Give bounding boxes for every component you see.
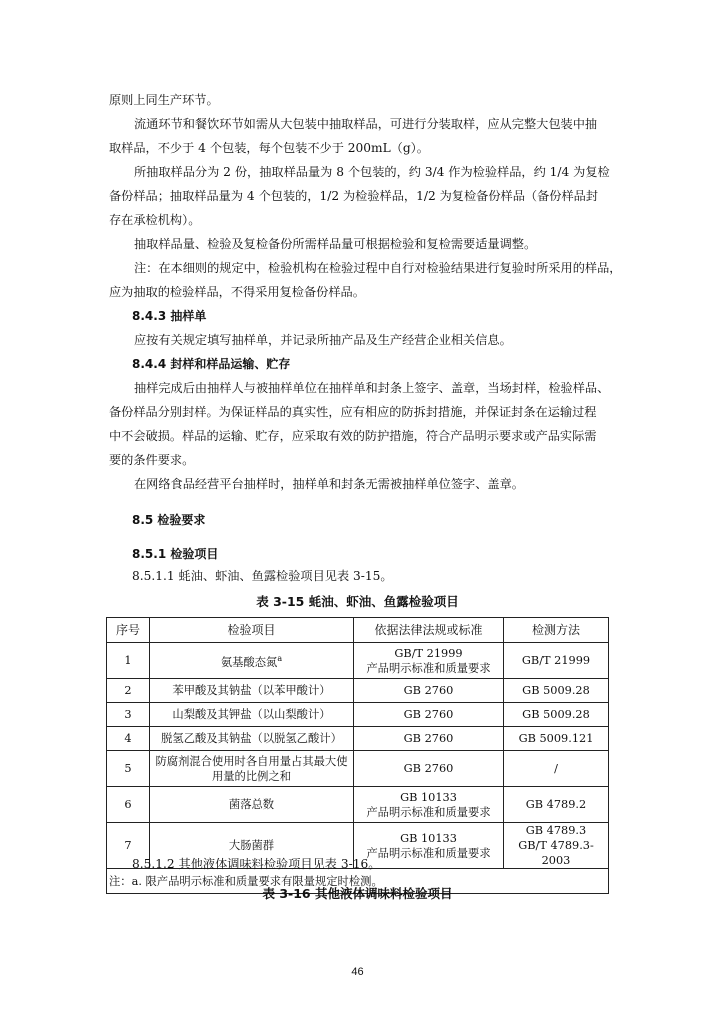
method-cell: GB 5009.28 — [504, 703, 609, 727]
method-cell: / — [504, 751, 609, 787]
row-number: 7 — [107, 823, 150, 869]
item-cell: 脱氢乙酸及其钠盐（以脱氢乙酸计） — [150, 727, 354, 751]
section-heading: 8.4.4 封样和样品运输、贮存 — [132, 357, 291, 371]
basis-cell: GB 2760 — [354, 679, 504, 703]
paragraph: 取样品，不少于 4 个包装，每个包装不少于 200mL（g）。 — [109, 141, 429, 155]
item-cell: 山梨酸及其钾盐（以山梨酸计） — [150, 703, 354, 727]
table-row — [107, 643, 609, 679]
page-number: 46 — [351, 966, 364, 978]
item-cell: 菌落总数 — [150, 787, 354, 823]
basis-line: GB 10133 — [400, 790, 457, 804]
basis-cell — [354, 643, 504, 679]
table-row — [107, 703, 609, 727]
paragraph: 应按有关规定填写抽样单，并记录所抽产品及生产经营企业相关信息。 — [134, 333, 512, 347]
item-text: 氨基酸态氮 — [220, 655, 278, 669]
row-number: 4 — [107, 727, 150, 751]
basis-line: 产品明示标准和质量要求 — [366, 846, 491, 860]
method-cell: GB 5009.28 — [504, 679, 609, 703]
basis-line: 产品明示标准和质量要求 — [366, 805, 491, 819]
paragraph: 8.5.1.2 其他液体调味料检验项目见表 3-16。 — [132, 857, 381, 871]
header-cell: 序号 — [107, 618, 150, 643]
item-cell: 苯甲酸及其钠盐（以苯甲酸计） — [150, 679, 354, 703]
row-number: 3 — [107, 703, 150, 727]
paragraph: 注：在本细则的规定中，检验机构在检验过程中自行对检验结果进行复验时所采用的样品， — [134, 261, 622, 275]
basis-line: GB 10133 — [400, 831, 457, 845]
paragraph: 流通环节和餐饮环节如需从大包装中抽取样品，可进行分装取样，应从完整大包装中抽 — [134, 117, 598, 131]
method-line: GB/T 4789.3-2003 — [518, 839, 594, 867]
basis-cell: GB 2760 — [354, 703, 504, 727]
table-caption: 表 3-15 蚝油、虾油、鱼露检验项目 — [256, 594, 459, 609]
basis-line: GB/T 21999 — [394, 646, 463, 660]
table-row — [107, 679, 609, 703]
method-cell: GB/T 21999 — [504, 643, 609, 679]
section-heading: 8.5 检验要求 — [132, 513, 206, 527]
table-header-row — [107, 618, 609, 643]
table-row — [107, 787, 609, 823]
row-number: 5 — [107, 751, 150, 787]
header-cell: 依据法律法规或标准 — [354, 618, 504, 643]
table-note: 注：a. 限产品明示标准和质量要求有限量规定时检测。 — [107, 869, 609, 894]
paragraph: 抽取样品量、检验及复检备份所需样品量可根据检验和复检需要适量调整。 — [134, 237, 537, 251]
paragraph: 中不会破损。样品的运输、贮存，应采取有效的防护措施，符合产品明示要求或产品实际需 — [109, 429, 597, 443]
paragraph: 抽样完成后由抽样人与被抽样单位在抽样单和封条上签字、盖章，当场封样，检验样品、 — [134, 381, 610, 395]
footnote-marker: a — [277, 654, 283, 664]
section-heading: 8.5.1 检验项目 — [132, 547, 219, 561]
paragraph: 备份样品；抽取样品量为 4 个包装的，1/2 为检验样品，1/2 为复检备份样品（备份样品封 — [109, 189, 599, 203]
item-cell: 防腐剂混合使用时各自用量占其最大使用量的比例之和 — [150, 751, 354, 787]
method-cell: GB 5009.121 — [504, 727, 609, 751]
paragraph: 要的条件要求。 — [109, 453, 195, 467]
item-cell — [150, 643, 354, 679]
paragraph: 应为抽取的检验样品，不得采用复检备份样品。 — [109, 285, 365, 299]
method-cell: GB 4789.2 — [504, 787, 609, 823]
paragraph: 在网络食品经营平台抽样时，抽样单和封条无需被抽样单位签字、盖章。 — [134, 477, 524, 491]
paragraph: 所抽取样品分为 2 份，抽取样品量为 8 个包装的，约 3/4 作为检验样品，约 1/4 为复检 — [134, 165, 610, 179]
header-cell: 检验项目 — [150, 618, 354, 643]
basis-line: 产品明示标准和质量要求 — [366, 661, 491, 675]
row-number: 6 — [107, 787, 150, 823]
row-number: 2 — [107, 679, 150, 703]
paragraph: 8.5.1.1 蚝油、虾油、鱼露检验项目见表 3-15。 — [132, 569, 393, 583]
method-line: GB 4789.3 — [525, 824, 587, 837]
table-row — [107, 751, 609, 787]
basis-cell: GB 2760 — [354, 727, 504, 751]
table-row — [107, 727, 609, 751]
paragraph: 原则上同生产环节。 — [109, 93, 219, 107]
basis-cell — [354, 787, 504, 823]
table-caption: 表 3-16 其他液体调味料检验项目 — [262, 886, 453, 901]
header-cell: 检测方法 — [504, 618, 609, 643]
row-number: 1 — [107, 643, 150, 679]
item-cell: 大肠菌群 — [150, 823, 354, 869]
section-heading: 8.4.3 抽样单 — [132, 309, 207, 323]
paragraph: 存在承检机构）。 — [109, 213, 201, 227]
paragraph: 备份样品分别封样。为保证样品的真实性，应有相应的防拆封措施，并保证封条在运输过程 — [109, 405, 597, 419]
basis-cell: GB 2760 — [354, 751, 504, 787]
